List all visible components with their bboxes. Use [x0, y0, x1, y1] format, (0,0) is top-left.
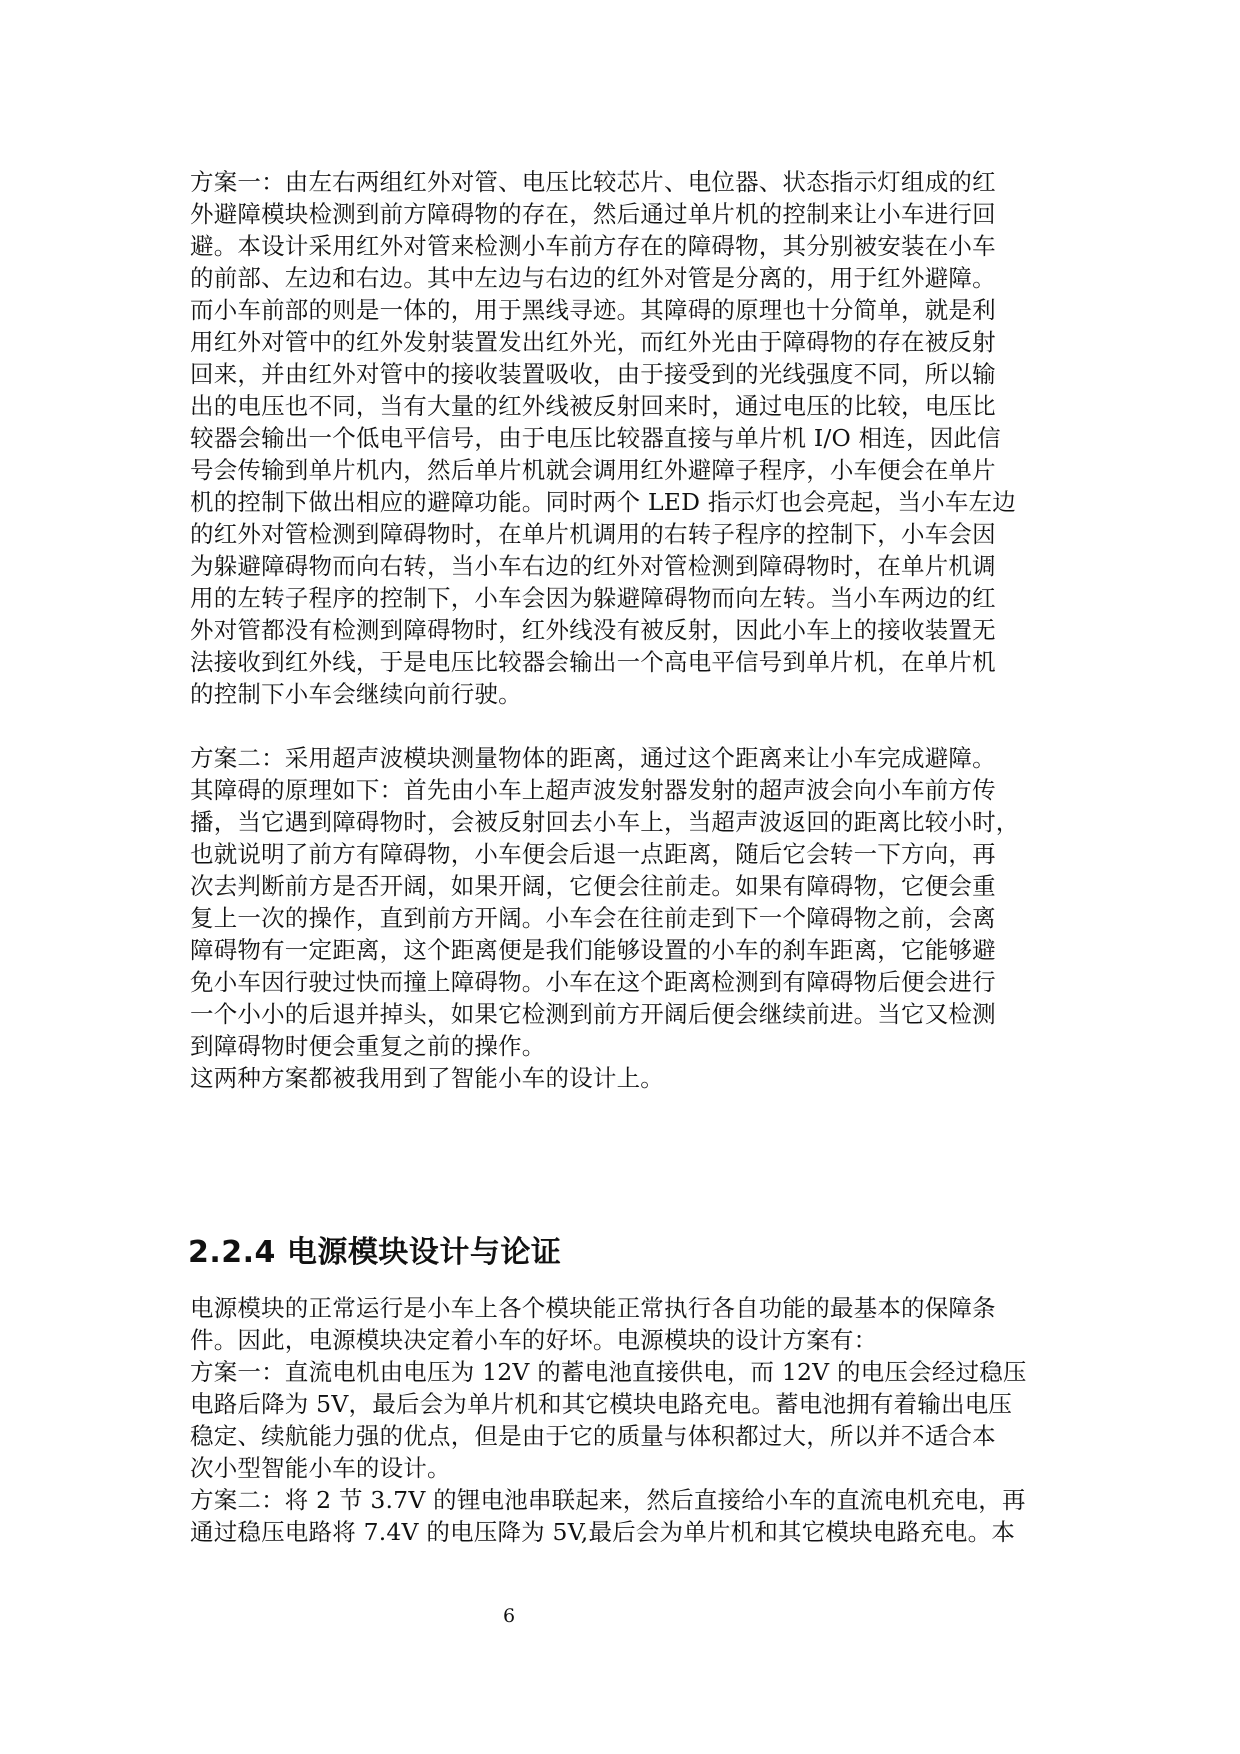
- text-line: 方案一：由左右两组红外对管、电压比较芯片、电位器、状态指示灯组成的红: [190, 168, 996, 196]
- text-line: 件。因此，电源模块决定着小车的好坏。电源模块的设计方案有：: [190, 1326, 878, 1354]
- text-line: 外对管都没有检测到障碍物时，红外线没有被反射，因此小车上的接收装置无: [190, 616, 996, 644]
- text-line: 到障碍物时便会重复之前的操作。: [190, 1032, 546, 1060]
- text-line: 方案一：直流电机由电压为 12V 的蓄电池直接供电，而 12V 的电压会经过稳压: [190, 1358, 1027, 1386]
- text-line: 的前部、左边和右边。其中左边与右边的红外对管是分离的，用于红外避障。: [190, 264, 996, 292]
- text-line: 外避障模块检测到前方障碍物的存在，然后通过单片机的控制来让小车进行回: [190, 200, 996, 228]
- text-line: 这两种方案都被我用到了智能小车的设计上。: [190, 1064, 664, 1092]
- text-line: 播，当它遇到障碍物时，会被反射回去小车上，当超声波返回的距离比较小时，: [190, 808, 1020, 836]
- text-line: 复上一次的操作，直到前方开阔。小车会在往前走到下一个障碍物之前，会离: [190, 904, 996, 932]
- text-line: 回来，并由红外对管中的接收装置吸收，由于接受到的光线强度不同，所以输: [190, 360, 996, 388]
- text-line: 一个小小的后退并掉头，如果它检测到前方开阔后便会继续前进。当它又检测: [190, 1000, 996, 1028]
- text-line: 方案二：采用超声波模块测量物体的距离，通过这个距离来让小车完成避障。: [190, 744, 996, 772]
- text-line: 机的控制下做出相应的避障功能。同时两个 LED 指示灯也会亮起，当小车左边: [190, 488, 1016, 516]
- text-line: 其障碍的原理如下：首先由小车上超声波发射器发射的超声波会向小车前方传: [190, 776, 996, 804]
- text-line: 用的左转子程序的控制下，小车会因为躲避障碍物而向左转。当小车两边的红: [190, 584, 996, 612]
- text-line: 次小型智能小车的设计。: [190, 1454, 451, 1482]
- text-line: 次去判断前方是否开阔，如果开阔，它便会往前走。如果有障碍物，它便会重: [190, 872, 996, 900]
- text-line: 为躲避障碍物而向右转，当小车右边的红外对管检测到障碍物时，在单片机调: [190, 552, 996, 580]
- text-line: 用红外对管中的红外发射装置发出红外光，而红外光由于障碍物的存在被反射: [190, 328, 996, 356]
- text-line: 也就说明了前方有障碍物，小车便会后退一点距离，随后它会转一下方向，再: [190, 840, 996, 868]
- text-line: 法接收到红外线，于是电压比较器会输出一个高电平信号到单片机，在单片机: [190, 648, 996, 676]
- text-line: 出的电压也不同，当有大量的红外线被反射回来时，通过电压的比较，电压比: [190, 392, 996, 420]
- text-line: 号会传输到单片机内，然后单片机就会调用红外避障子程序，小车便会在单片: [190, 456, 996, 484]
- text-line: 电源模块的正常运行是小车上各个模块能正常执行各自功能的最基本的保障条: [190, 1294, 996, 1322]
- text-line: 方案二：将 2 节 3.7V 的锂电池串联起来，然后直接给小车的直流电机充电，再: [190, 1486, 1026, 1514]
- text-line: 免小车因行驶过快而撞上障碍物。小车在这个距离检测到有障碍物后便会进行: [190, 968, 996, 996]
- text-line: 而小车前部的则是一体的，用于黑线寻迹。其障碍的原理也十分简单，就是利: [190, 296, 996, 324]
- text-line: 的红外对管检测到障碍物时，在单片机调用的右转子程序的控制下，小车会因: [190, 520, 996, 548]
- text-line: 的控制下小车会继续向前行驶。: [190, 680, 522, 708]
- text-line: 稳定、续航能力强的优点，但是由于它的质量与体积都过大，所以并不适合本: [190, 1422, 996, 1450]
- text-line: 电路后降为 5V，最后会为单片机和其它模块电路充电。蓄电池拥有着输出电压: [190, 1390, 1013, 1418]
- text-line: 障碍物有一定距离，这个距离便是我们能够设置的小车的刹车距离，它能够避: [190, 936, 996, 964]
- section-heading: 2.2.4 电源模块设计与论证: [188, 1235, 562, 1270]
- page-number: 6: [502, 1605, 516, 1627]
- text-line: 避。本设计采用红外对管来检测小车前方存在的障碍物，其分别被安装在小车: [190, 232, 996, 260]
- text-line: 较器会输出一个低电平信号，由于电压比较器直接与单片机 I/O 相连，因此信: [190, 424, 1001, 452]
- text-line: 通过稳压电路将 7.4V 的电压降为 5V,最后会为单片机和其它模块电路充电。本: [190, 1518, 1016, 1546]
